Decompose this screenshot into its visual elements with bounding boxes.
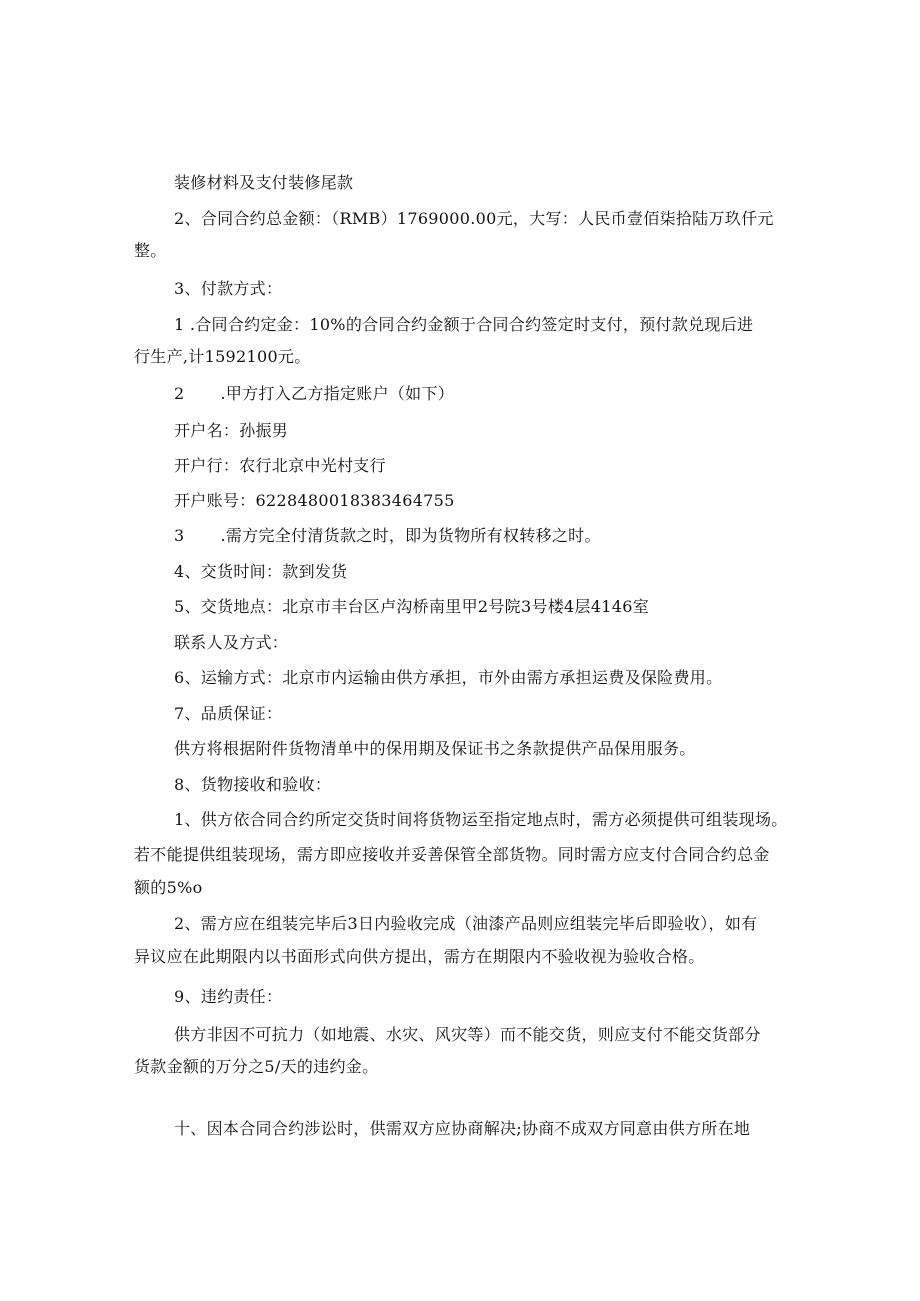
text-line: 异议应在此期限内以书面形式向供方提出，需方在期限内不验收视为验收合格。 — [134, 947, 705, 966]
text-line: 开户名：孙振男 — [174, 421, 289, 440]
text-line: 额的5%o — [134, 878, 203, 897]
list-number: 3 — [174, 526, 185, 545]
text-line: 供方非因不可抗力（如地震、水灾、风灾等）而不能交货，则应支付不能交货部分 — [174, 1025, 761, 1044]
text-line: 供方将根据附件货物清单中的保用期及保证书之条款提供产品保用服务。 — [174, 739, 696, 758]
text-line: 7、品质保证： — [174, 704, 283, 723]
text-line: 整。 — [134, 241, 167, 260]
text-line — [174, 525, 601, 547]
text-line: 3、付款方式： — [174, 279, 283, 298]
text-line: 1 .合同合约定金：10%的合同合约金额于合同合约签定时支付，预付款兑现后进 — [174, 315, 754, 334]
text-line: 联系人及方式： — [174, 633, 289, 652]
text-line: 装修材料及支付装修尾款 — [174, 173, 354, 192]
text-line: 5、交货地点：北京市丰台区卢沟桥南里甲2号院3号楼4层4146室 — [174, 597, 650, 616]
text-line: 2、需方应在组装完毕后3日内验收完成（油漆产品则应组装完毕后即验收），如有 — [174, 914, 758, 933]
text-line: 十、因本合同合约涉讼时，供需双方应协商解决;协商不成双方同意由供方所在地 — [174, 1119, 751, 1138]
text-line: 行生产,计1592100元。 — [134, 347, 311, 366]
text-line: 货款金额的万分之5/天的违约金。 — [134, 1057, 379, 1076]
text-line: 4、交货时间：款到发货 — [174, 562, 348, 581]
list-number: 2 — [174, 384, 185, 403]
text-line: 9、违约责任： — [174, 987, 283, 1006]
text-line: 1、供方依合同合约所定交货时间将货物运至指定地点时，需方必须提供可组装现场。 — [174, 810, 788, 829]
list-text: .需方完全付清货款之时，即为货物所有权转移之时。 — [220, 526, 601, 545]
text-line — [174, 383, 454, 405]
list-text: .甲方打入乙方指定账户（如下） — [220, 384, 455, 403]
text-line: 若不能提供组装现场，需方即应接收并妥善保管全部货物。同时需方应支付合同合约总金 — [134, 845, 770, 864]
text-line: 8、货物接收和验收： — [174, 775, 332, 794]
text-line: 开户行：农行北京中光村支行 — [174, 456, 386, 475]
text-line: 6、运输方式：北京市内运输由供方承担，市外由需方承担运费及保险费用。 — [174, 668, 723, 687]
text-line: 开户账号：6228480018383464755 — [174, 491, 455, 510]
text-line: 2、合同合约总金额：（RMB）1769000.00元，大写：人民币壹佰柒拾陆万玖仟元 — [174, 209, 774, 228]
